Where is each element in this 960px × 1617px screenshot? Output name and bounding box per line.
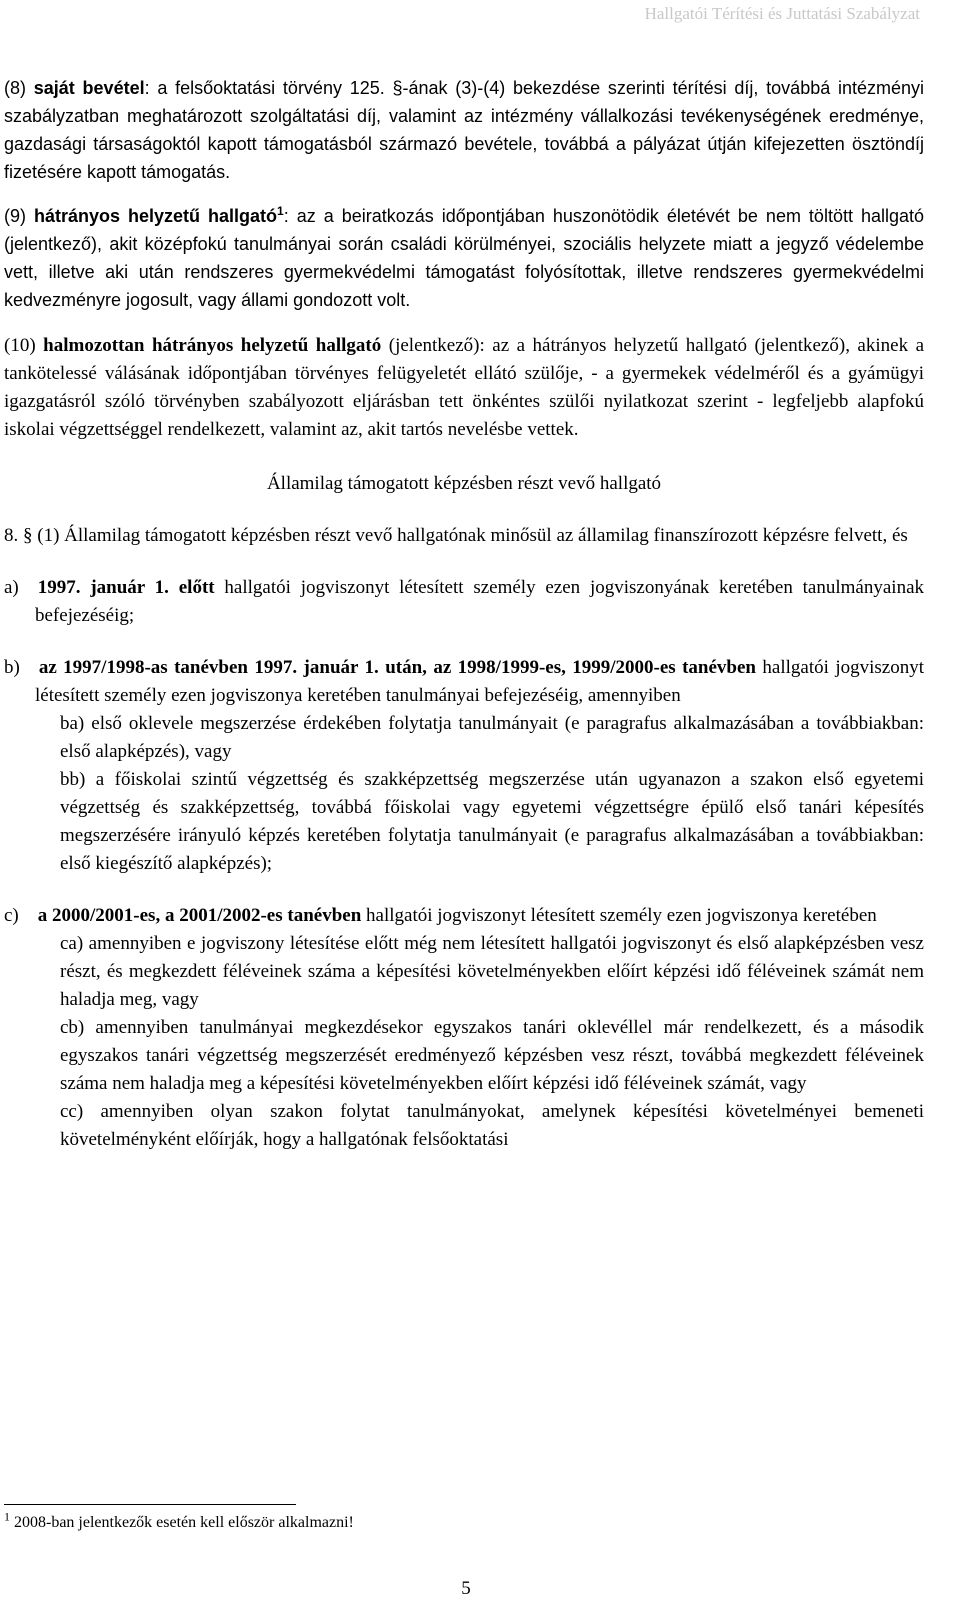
paragraph-number: (10) [4,335,44,356]
item-a [4,574,924,630]
section-heading: Államilag támogatott képzésben részt vevő hallgató [266,473,662,494]
section-8-intro: 8. § (1) Államilag támogatott képzésben részt vevő hallgatónak minősül az államilag finanszírozott képzésre felvett, és [4,525,908,546]
item-bold-text: a 2000/2001-es, a 2001/2002-es tanévben [37,905,362,926]
subitem-cc: cc) amennyiben olyan szakon folytat tanulmányokat, amelynek képesítési követelményei bemeneti követelményként előírják, hogy a hallgatónak felsőoktatási [60,1101,924,1150]
item-text: hallgatói jogviszonyt létesített személy ezen jogviszonya keretében [361,905,877,926]
item-bold-text: 1997. január 1. [37,577,169,598]
footnote-text: 2008-ban jelentkezők esetén kell először alkalmazni! [10,1514,354,1531]
paragraph-text: : a felsőoktatási törvény 125. §-ának (3)-(4) bekezdése szerinti térítési díj, továbbá intézményi szabályzatban meghatározott szolgáltatási díj, valamint az intézmény vállalkozási tevékenységének eredménye, gazdasági társaságoktól kapott támogatásból származó bevétele, továbbá a pályázat útján kifejezetten ösztöndíj fizetésére kapott támogatás. [4,78,925,182]
paragraph-text: (jelentkező): az a hátrányos helyzetű hallgató (jelentkező), akinek a tankötelessé válásának időpontjában törvényes felügyeletét ellátó szülője, - a gyermekek védelméről és a gyámügyi igazgatásról szóló törvényben szabályozott eljárásban tett önkéntes szülői nyilatkozat szerint - legfeljebb alapfokú iskolai végzettséggel rendelkezett, valamint az, akit tartós nevelésbe vettek. [4,335,925,440]
subitem-cb: cb) amennyiben tanulmányai megkezdésekor egyszakos tanári oklevéllel már rendelkezett, és a második egyszakos tanári végzettség megszerzését eredményező képzésben vesz részt, továbbá megkezdett féléveinek száma nem haladja meg a képesítési követelményekben előírt képzési idő féléveinek számát, vagy [60,1017,924,1094]
item-text: hallgatói jogviszonyt létesített személy ezen jogviszonyának keretében tanulmányainak befejezéséig; [35,577,925,626]
document-body [4,74,924,1154]
item-bold-text: előtt [178,577,215,598]
paragraph-text: : az a beiratkozás időpontjában huszonötödik életévét be nem töltött hallgató (jelentkező), akit középfokú tanulmányai során családi körülményei, szociális helyzete miatt a jegyző védelembe vett, illetve aki után rendszeres gyermekvédelmi támogatást folyósítottak, illetve rendszeres gyermekvédelmi kedvezményre jogosult, vagy állami gondozott volt. [4,206,924,310]
page-number: 5 [461,1578,471,1599]
item-label: c) [4,905,38,926]
subitem-bb: bb) a főiskolai szintű végzettség és szakképzettség megszerzése után ugyanazon a szakon első egyetemi végzettség és szakképzettség, továbbá főiskolai vagy egyetemi végzettségre épülő első tanári képesítés megszerzésére irányuló képzés keretében folytatja tanulmányait (e paragrafus alkalmazásában a továbbiakban: első kiegészítő alapképzés); [60,769,924,874]
paragraph-number: (8) [4,78,34,98]
footnote-number: 1 [4,1509,10,1524]
footnote [4,1509,904,1534]
paragraph-number: (9) [4,206,34,226]
item-label: b) [4,657,39,678]
defined-term: saját bevétel [33,78,145,98]
running-header: Hallgatói Térítési és Juttatási Szabályzat [644,4,920,23]
footnote-separator [4,1504,296,1505]
defined-term: halmozottan hátrányos helyzetű hallgató [43,335,382,356]
paragraph-8 [4,74,924,186]
item-c [4,902,924,930]
paragraph-9 [4,202,924,314]
item-text: hallgatói jogviszonyt létesített személy ezen jogviszonya keretében tanulmányai befejezéséig, amennyiben [35,657,924,706]
item-spacer [169,577,179,598]
footnote-reference: 1 [277,204,284,218]
subitem-ba: ba) első oklevele megszerzése érdekében folytatja tanulmányait (e paragrafus alkalmazásában a továbbiakban: első alapképzés), vagy [60,713,924,762]
item-bold-text: az 1997/1998-as tanévben 1997. január 1. után, az 1998/1999-es, 1999/2000-es tanévben [38,657,757,678]
defined-term: hátrányos helyzetű hallgató [34,206,278,226]
item-label: a) [4,577,38,598]
paragraph-10 [4,332,924,444]
item-b [4,654,924,710]
subitem-ca: ca) amennyiben e jogviszony létesítése előtt még nem létesített hallgatói jogviszonyt és első alapképzésben vesz részt, és megkezdett féléveinek száma a képesítési követelményekben előírt képzési idő féléveinek számát nem haladja meg, vagy [60,933,924,1010]
